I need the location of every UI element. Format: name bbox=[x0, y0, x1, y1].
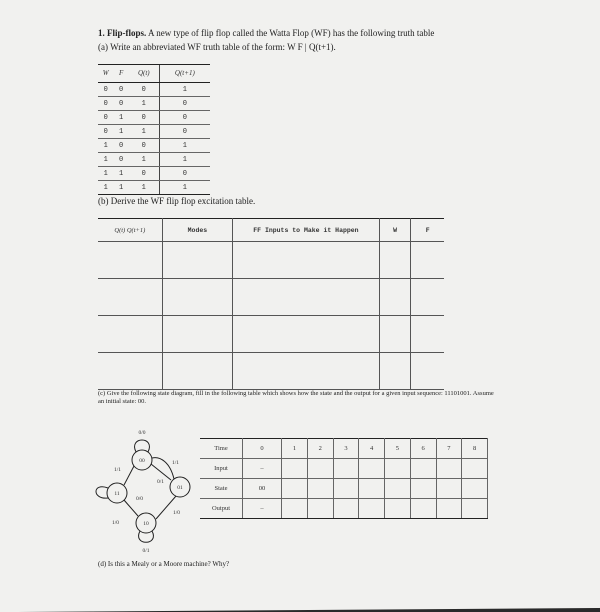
row-label-time: Time bbox=[200, 439, 243, 459]
header-w: W bbox=[379, 219, 411, 242]
cell: 0 bbox=[129, 83, 159, 97]
cell: 0 bbox=[98, 97, 113, 111]
output-cell[interactable] bbox=[462, 499, 488, 519]
row-label-output: Output bbox=[200, 499, 243, 519]
time-cell: 6 bbox=[410, 439, 436, 459]
state-label-11: 11 bbox=[114, 491, 120, 497]
header-modes: Modes bbox=[162, 219, 232, 242]
edge-00-11 bbox=[124, 466, 134, 485]
cell: 1 bbox=[98, 153, 113, 167]
state-cell[interactable] bbox=[282, 479, 308, 499]
output-cell[interactable] bbox=[385, 499, 411, 519]
problem-intro: A new type of flip flop called the Watta Flop (WF) has the following truth table bbox=[148, 28, 435, 38]
cell: 1 bbox=[113, 111, 128, 125]
state-cell[interactable] bbox=[462, 479, 488, 499]
cell: 1 bbox=[98, 167, 113, 181]
header-ff-inputs: FF Inputs to Make it Happen bbox=[233, 219, 380, 242]
cell: 1 bbox=[98, 139, 113, 153]
cell: 1 bbox=[159, 153, 210, 167]
input-cell[interactable] bbox=[307, 459, 333, 479]
header-qt1: Q(t+1) bbox=[159, 65, 210, 83]
time-cell: 2 bbox=[307, 439, 333, 459]
edge-label: 0/0 bbox=[138, 430, 146, 436]
state-cell[interactable] bbox=[385, 479, 411, 499]
state-label-00: 00 bbox=[139, 458, 145, 464]
input-cell[interactable] bbox=[436, 459, 462, 479]
header-q-transition: Q(t) Q(t+1) bbox=[98, 219, 162, 242]
state-label-01: 01 bbox=[177, 485, 183, 491]
input-cell[interactable] bbox=[359, 459, 385, 479]
time-row bbox=[200, 439, 488, 459]
state-row bbox=[200, 479, 488, 499]
time-cell: 5 bbox=[385, 439, 411, 459]
cell: 0 bbox=[129, 139, 159, 153]
time-cell: 4 bbox=[359, 439, 385, 459]
cell: 0 bbox=[98, 111, 113, 125]
input-cell[interactable] bbox=[462, 459, 488, 479]
header-w: W bbox=[98, 65, 113, 83]
output-cell[interactable] bbox=[436, 499, 462, 519]
state-cell[interactable] bbox=[359, 479, 385, 499]
cell: 1 bbox=[129, 181, 159, 195]
edge-11-10 bbox=[124, 500, 138, 516]
cell: 1 bbox=[113, 181, 128, 195]
cell: 1 bbox=[113, 125, 128, 139]
problem-number: 1. bbox=[98, 28, 105, 38]
input-cell: – bbox=[243, 459, 282, 479]
time-cell: 1 bbox=[282, 439, 308, 459]
cell: 0 bbox=[113, 83, 128, 97]
state-cell[interactable] bbox=[307, 479, 333, 499]
edge-label: 0/1 bbox=[142, 548, 150, 554]
header-qt: Q(t) bbox=[129, 65, 159, 83]
cell: 1 bbox=[159, 83, 210, 97]
cell: 0 bbox=[113, 139, 128, 153]
cell: 1 bbox=[129, 125, 159, 139]
output-cell[interactable] bbox=[282, 499, 308, 519]
time-cell: 8 bbox=[462, 439, 488, 459]
output-cell[interactable] bbox=[307, 499, 333, 519]
part-d-prompt: (d) Is this a Mealy or a Moore machine? Why? bbox=[98, 560, 230, 568]
output-cell[interactable] bbox=[359, 499, 385, 519]
input-cell[interactable] bbox=[333, 459, 359, 479]
edge-label: 1/0 bbox=[173, 510, 181, 516]
edge-label: 1/1 bbox=[114, 467, 122, 473]
output-cell[interactable] bbox=[410, 499, 436, 519]
header-f: F bbox=[411, 219, 444, 242]
time-cell: 0 bbox=[243, 439, 282, 459]
time-cell: 3 bbox=[333, 439, 359, 459]
cell: 0 bbox=[129, 111, 159, 125]
time-cell: 7 bbox=[436, 439, 462, 459]
part-a-prompt: (a) Write an abbreviated WF truth table of the form: W F | Q(t+1). bbox=[98, 42, 336, 52]
cell: 0 bbox=[129, 167, 159, 181]
cell: 0 bbox=[159, 111, 210, 125]
cell: 1 bbox=[159, 139, 210, 153]
state-cell[interactable] bbox=[436, 479, 462, 499]
input-row bbox=[200, 459, 488, 479]
cell: 0 bbox=[159, 167, 210, 181]
cell: 1 bbox=[113, 167, 128, 181]
edge-label: 1/1 bbox=[172, 460, 180, 466]
cell: 1 bbox=[129, 97, 159, 111]
row-label-input: Input bbox=[200, 459, 243, 479]
cell: 0 bbox=[98, 83, 113, 97]
edge-label: 0/1 bbox=[157, 479, 165, 485]
header-f: F bbox=[113, 65, 128, 83]
state-label-10: 10 bbox=[143, 521, 149, 527]
part-b-prompt: (b) Derive the WF flip flop excitation table. bbox=[98, 196, 256, 206]
state-sequence-table bbox=[200, 438, 488, 519]
cell: 1 bbox=[129, 153, 159, 167]
output-cell: – bbox=[243, 499, 282, 519]
edge-11-self bbox=[96, 487, 108, 498]
input-cell[interactable] bbox=[385, 459, 411, 479]
output-cell[interactable] bbox=[333, 499, 359, 519]
input-cell[interactable] bbox=[282, 459, 308, 479]
part-c-prompt: (c) Give the following state diagram, fill in the following table which shows how the state and the output for a given input sequence: 11101001. Assume an initial state: 00. bbox=[98, 390, 494, 405]
row-label-state: State bbox=[200, 479, 243, 499]
cell: 1 bbox=[98, 181, 113, 195]
cell: 0 bbox=[113, 153, 128, 167]
state-cell[interactable] bbox=[333, 479, 359, 499]
edge-label: 1/0 bbox=[112, 520, 120, 526]
cell: 0 bbox=[159, 125, 210, 139]
edge-label: 0/0 bbox=[136, 496, 144, 502]
cell: 0 bbox=[159, 97, 210, 111]
state-cell[interactable] bbox=[410, 479, 436, 499]
cell: 1 bbox=[159, 181, 210, 195]
state-cell: 00 bbox=[243, 479, 282, 499]
problem-title: Flip-flops. bbox=[107, 28, 147, 38]
cell: 0 bbox=[113, 97, 128, 111]
cell: 0 bbox=[98, 125, 113, 139]
input-cell[interactable] bbox=[410, 459, 436, 479]
edge-00-01 bbox=[151, 464, 171, 480]
output-row bbox=[200, 499, 488, 519]
edge-01-00 bbox=[152, 458, 174, 479]
